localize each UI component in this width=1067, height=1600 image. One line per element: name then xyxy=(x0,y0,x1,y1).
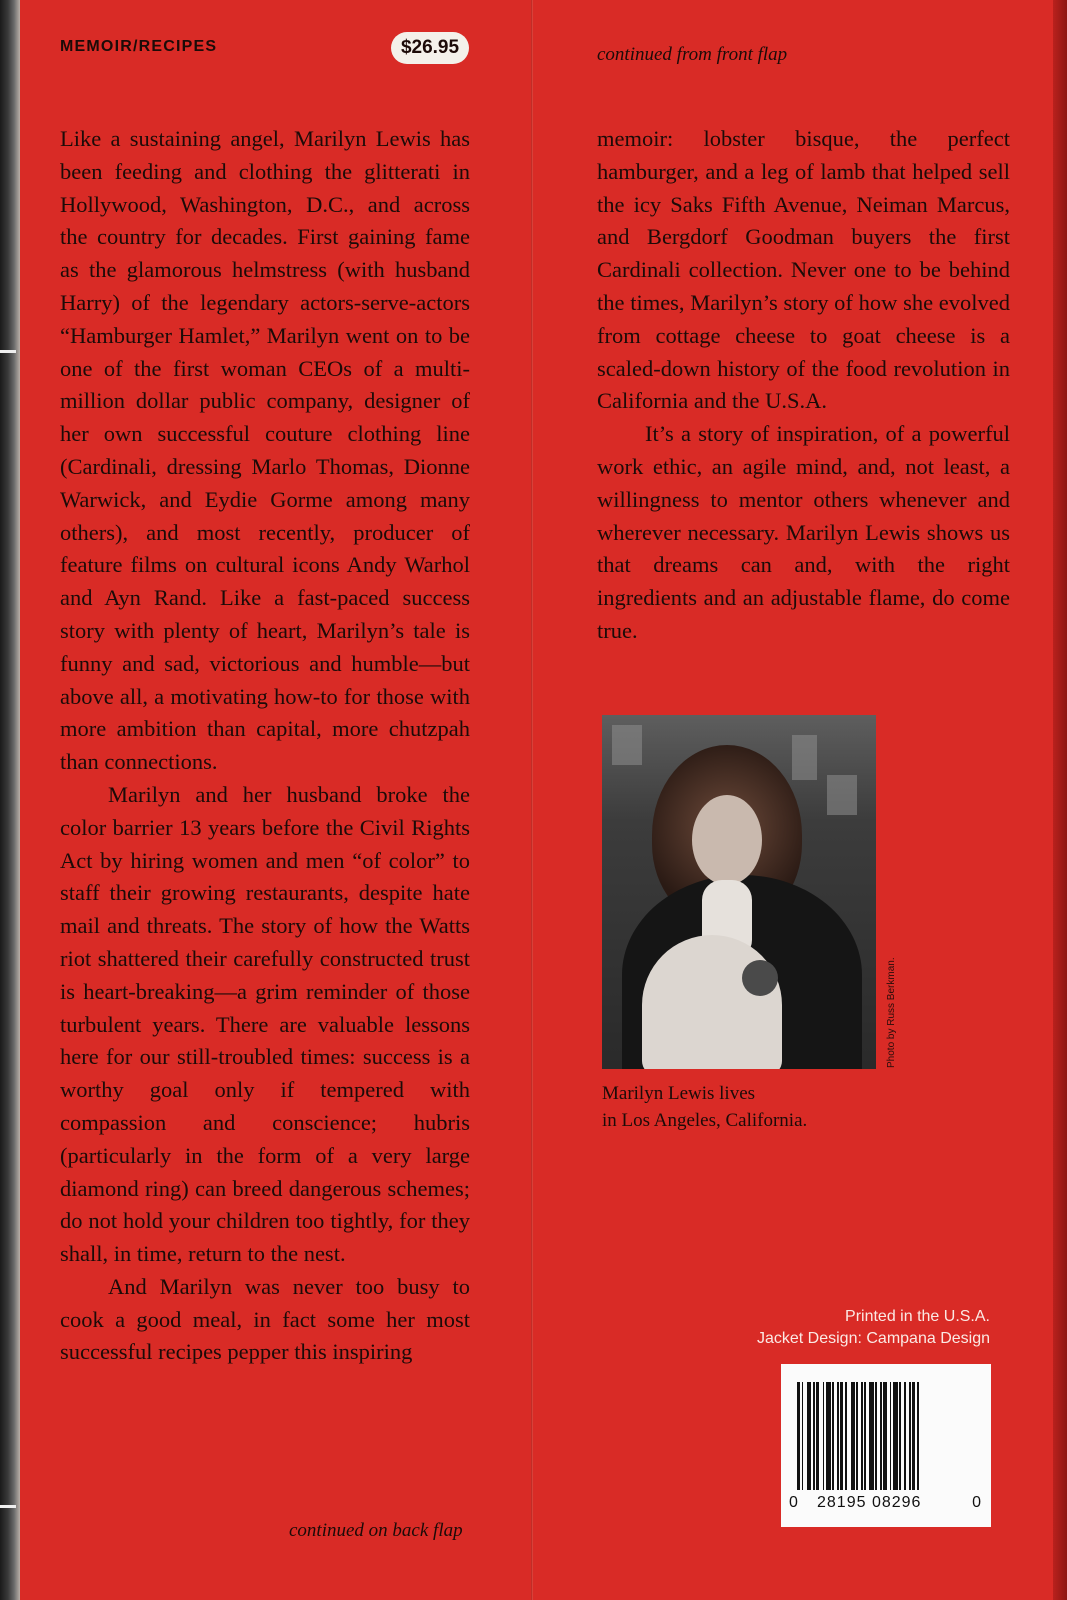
barcode-bar xyxy=(823,1382,825,1490)
photo-background-window xyxy=(827,775,857,815)
barcode-bar xyxy=(837,1382,839,1490)
photo-subject-face xyxy=(692,795,762,885)
price-tag: $26.95 xyxy=(391,32,469,64)
barcode-bar xyxy=(875,1382,877,1490)
barcode-bar xyxy=(826,1382,831,1490)
photo-background-window xyxy=(612,725,642,765)
front-flap-paragraph-1: Like a sustaining angel, Marilyn Lewis has been feeding and clothing the glitterati in Hollywood, Washington, D.C., and across the country for decades. First gaining fame as the glamorous helmstress (with husband Harry) of the legendary actors-serve-actors “Hamburger Hamlet,” Marilyn went on to be one of the first woman CEOs of a multi-million dollar public company, designer of her own successful couture clothing line (Cardinali, dressing Marlo Thomas, Dionne Warwick, and Eydie Gorme among many others), and most recently, producer of feature films on cultural icons Andy Warhol and Ayn Rand. Like a fast-paced success story with plenty of heart, Marilyn’s tale is funny and sad, victorious and humble—but above all, a motivating how-to for those with more ambition than capital, more chutzpah than connections. xyxy=(60,126,470,775)
barcode-bar xyxy=(869,1382,874,1490)
photo-background-window xyxy=(792,735,817,780)
barcode-bar xyxy=(816,1382,819,1490)
barcode-bar xyxy=(802,1382,804,1490)
barcode-bar xyxy=(840,1382,843,1490)
printing-credits xyxy=(757,1306,990,1350)
flap-fold-line xyxy=(531,0,533,1600)
barcode-bar xyxy=(813,1382,815,1490)
barcode-bar xyxy=(893,1382,898,1490)
back-flap-paragraph-1: memoir: lobster bisque, the perfect hamburger, and a leg of lamb that helped sell the icy Saks Fifth Avenue, Neiman Marcus, and Bergdorf Goodman buyers the first Cardinali collection. Never one to be behind the times, Marilyn’s story of how she evolved from cottage cheese to goat cheese is a scaled-down history of the food revolution in California and the U.S.A. xyxy=(597,126,1010,414)
barcode-bar xyxy=(917,1382,919,1490)
barcode-bar xyxy=(880,1382,882,1490)
barcode-digits xyxy=(781,1494,991,1518)
barcode-bar xyxy=(904,1382,906,1490)
back-flap-paragraph-2: It’s a story of inspiration, of a powerful work ethic, an agile mind, and, not least, a willingness to mentor others whenever and wherever necessary. Marilyn Lewis shows us that dreams can and, with the right ingredients and an adjustable flame, do come true. xyxy=(597,421,1010,643)
front-flap-text xyxy=(60,123,470,1369)
jacket-edge-right xyxy=(1053,0,1067,1600)
barcode-bar xyxy=(912,1382,915,1490)
edge-mark xyxy=(0,1505,16,1508)
barcode-bar xyxy=(845,1382,847,1490)
photo-credit: Photo by Russ Berkman. xyxy=(886,957,897,1068)
barcode-bars xyxy=(797,1382,975,1490)
barcode-main-digits: 28195 08296 xyxy=(817,1494,922,1511)
caption-line: in Los Angeles, California. xyxy=(602,1110,808,1131)
barcode-bar xyxy=(807,1382,812,1490)
author-photo xyxy=(602,715,876,1069)
printed-in-line: Printed in the U.S.A. xyxy=(845,1308,990,1325)
author-caption xyxy=(602,1080,902,1134)
barcode-bar xyxy=(856,1382,858,1490)
continued-on-note: continued on back flap xyxy=(289,1520,463,1541)
photo-apple xyxy=(742,960,778,996)
category-label: MEMOIR/RECIPES xyxy=(60,38,218,55)
barcode-bar xyxy=(890,1382,892,1490)
barcode-bar xyxy=(883,1382,886,1490)
barcode-bar xyxy=(861,1382,863,1490)
front-flap-paragraph-2: Marilyn and her husband broke the color barrier 13 years before the Civil Rights Act by hiring women and men “of color” to staff their growing restaurants, despite hate mail and threats. The story of how the Watts riot shattered their carefully constructed trust is heart-breaking—a grim reminder of those turbulent years. There are valuable lessons here for our still-troubled times: success is a worthy goal only if tempered with compassion and conscience; hubris (particularly in the form of a very large diamond ring) can breed dangerous schemes; do not hold your children too tightly, for they shall, in time, return to the nest. xyxy=(60,781,470,1267)
caption-line: Marilyn Lewis lives xyxy=(602,1083,756,1104)
jacket-edge-left xyxy=(0,0,20,1600)
barcode-bar xyxy=(851,1382,854,1490)
barcode-bar xyxy=(899,1382,901,1490)
front-flap-paragraph-3: And Marilyn was never too busy to cook a good meal, in fact some her most successful recipes pepper this inspiring xyxy=(60,1273,470,1365)
barcode-last-digit: 0 xyxy=(972,1494,981,1511)
barcode-bar xyxy=(909,1382,911,1490)
back-flap-text xyxy=(597,123,1010,648)
barcode-bar xyxy=(797,1382,800,1490)
edge-mark xyxy=(0,350,16,353)
barcode-bar xyxy=(864,1382,866,1490)
jacket-design-line: Jacket Design: Campana Design xyxy=(756,1330,990,1347)
barcode-bar xyxy=(832,1382,834,1490)
upc-barcode xyxy=(781,1364,991,1527)
continued-from-note: continued from front flap xyxy=(597,44,788,65)
photo-sculpture-hand xyxy=(642,935,782,1069)
barcode-first-digit: 0 xyxy=(789,1494,798,1511)
